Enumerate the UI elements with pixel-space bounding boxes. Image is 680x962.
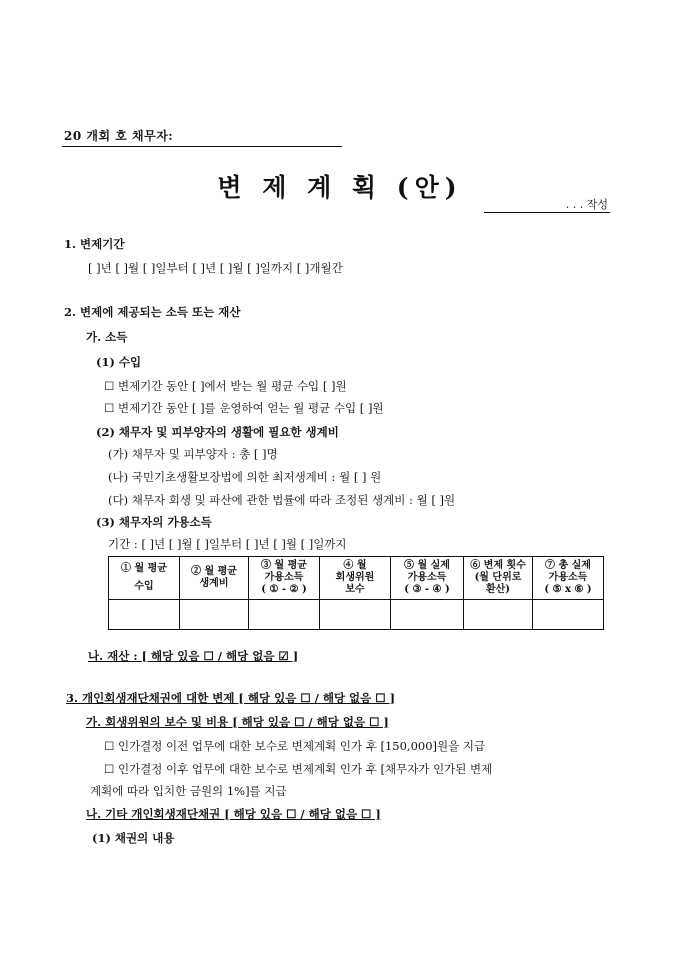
col-monthly-available-income: ③ 월 평균 가용소득 ( ① - ② ): [249, 557, 320, 600]
table-cell[interactable]: [180, 600, 249, 630]
disposable-income-heading: (3) 채무자의 가용소득: [96, 515, 212, 529]
section-2-heading: 2. 변제에 제공되는 소득 또는 재산: [64, 305, 241, 319]
dependents-line: (가) 채무자 및 피부양자 : 총 [ ]명: [108, 447, 278, 461]
section-1-heading: 1. 변제기간: [64, 237, 125, 251]
table-cell[interactable]: [464, 600, 533, 630]
table-cell[interactable]: [109, 600, 180, 630]
repayment-period-line: [ ]년 [ ]월 [ ]일부터 [ ]년 [ ]월 [ ]일까지 [ ]개월간: [88, 261, 343, 275]
table-cell[interactable]: [320, 600, 391, 630]
table-cell[interactable]: [391, 600, 464, 630]
business-income-line: ☐ 변제기간 동안 [ ]를 운영하여 얻는 월 평균 수입 [ ]원: [104, 401, 384, 415]
col-monthly-income: ① 월 평균 수입: [109, 557, 180, 600]
col-monthly-living-cost: ② 월 평균 생계비: [180, 557, 249, 600]
case-number-underline: [62, 146, 342, 147]
other-claims-heading: 나. 기타 개인회생재단채권 [ 해당 있음 ☐ / 해당 없음 ☐ ]: [86, 807, 381, 821]
page-title: 변 제 계 획 (안): [217, 173, 463, 202]
section-3-heading: 3. 개인회생재단채권에 대한 변제 [ 해당 있음 ☐ / 해당 없음 ☐ ]: [66, 691, 396, 705]
post-approval-fee-line-2: 계획에 따라 입치한 금원의 1%]를 지급: [90, 784, 287, 798]
col-total-actual-income: ⑦ 총 실제 가용소득 ( ⑤ x ⑥ ): [533, 557, 604, 600]
revenue-heading: (1) 수입: [96, 355, 142, 369]
disposable-income-table: [108, 556, 604, 630]
claim-content-heading: (1) 채권의 내용: [92, 831, 175, 845]
case-number-line: 20 개회 호 채무자:: [64, 129, 174, 143]
table-cell[interactable]: [249, 600, 320, 630]
minimum-cost-line: (나) 국민기초생활보장법에 의한 최저생계비 : 월 [ ] 원: [108, 470, 382, 484]
post-approval-fee-line: ☐ 인가결정 이후 업무에 대한 보수로 변제계획 인가 후 [채무자가 인가된 변제: [104, 762, 493, 776]
pre-approval-fee-line: ☐ 인가결정 이전 업무에 대한 보수로 변제계획 인가 후 [150,000]원을 지급: [104, 739, 486, 753]
col-repayment-count: ⑥ 변제 횟수 (월 단위로 환산): [464, 557, 533, 600]
trustee-fee-heading: 가. 회생위원의 보수 및 비용 [ 해당 있음 ☐ / 해당 없음 ☐ ]: [86, 715, 389, 729]
living-cost-heading: (2) 채무자 및 피부양자의 생활에 필요한 생계비: [96, 425, 339, 439]
col-trustee-fee: ④ 월 회생위원 보수: [320, 557, 391, 600]
date-written: . . . 작성: [565, 198, 608, 211]
date-underline: [484, 212, 610, 213]
adjusted-cost-line: (다) 채무자 회생 및 파산에 관한 법률에 따라 조정된 생계비 : 월 [ ]원: [108, 493, 456, 507]
salary-income-line: ☐ 변제기간 동안 [ ]에서 받는 월 평균 수입 [ ]원: [104, 379, 347, 393]
property-line: 나. 재산 : [ 해당 있음 ☐ / 해당 없음 ☑ ]: [88, 649, 299, 663]
col-actual-available-income: ⑤ 월 실제 가용소득 ( ③ - ④ ): [391, 557, 464, 600]
disposable-period-line: 기간 : [ ]년 [ ]월 [ ]일부터 [ ]년 [ ]월 [ ]일까지: [108, 537, 347, 551]
income-heading: 가. 소득: [86, 330, 128, 344]
table-cell[interactable]: [533, 600, 604, 630]
